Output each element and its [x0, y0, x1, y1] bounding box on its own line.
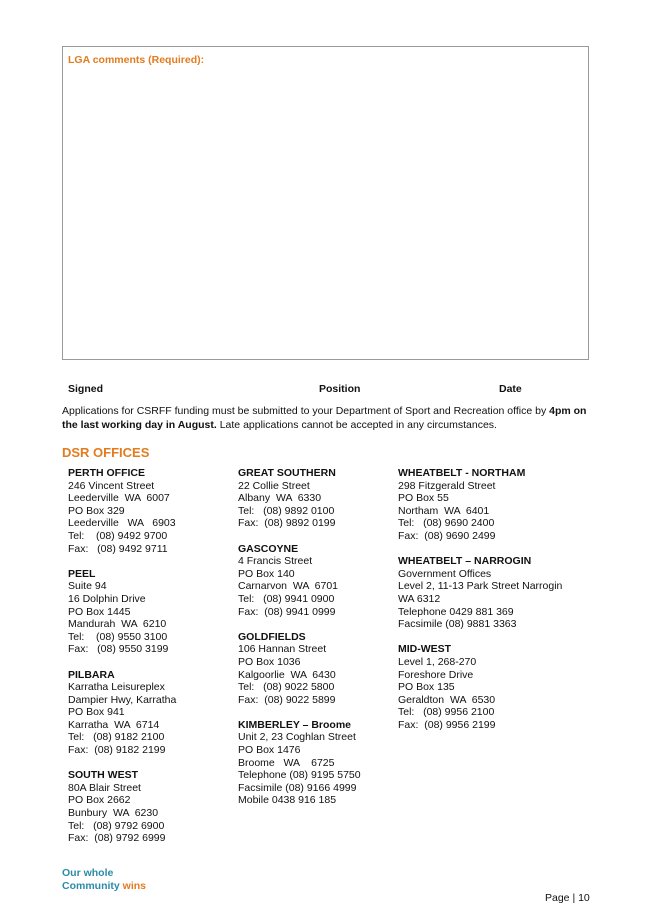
- office-detail-line: PO Box 1036: [238, 655, 301, 668]
- office-block: [238, 719, 361, 807]
- office-name: KIMBERLEY – Broome: [238, 718, 351, 731]
- office-name: GREAT SOUTHERN: [238, 467, 336, 479]
- offices-column-3: [398, 467, 562, 744]
- lga-comments-box[interactable]: [62, 46, 589, 360]
- office-detail-line: 4 Francis Street: [238, 555, 313, 568]
- office-block: [68, 568, 176, 656]
- office-detail-line: Bunbury WA 6230: [68, 807, 159, 820]
- office-detail-line: Foreshore Drive: [398, 668, 474, 681]
- office-name: PERTH OFFICE: [68, 467, 146, 479]
- office-detail-line: Suite 94: [68, 580, 107, 593]
- logo-line-2b: wins: [119, 880, 147, 892]
- office-detail-line: 246 Vincent Street: [68, 479, 155, 492]
- office-detail-line: PO Box 140: [238, 567, 295, 580]
- position-label: Position: [319, 383, 361, 395]
- office-detail-line: Albany WA 6330: [238, 492, 322, 505]
- office-detail-line: Kalgoorlie WA 6430: [238, 668, 336, 681]
- office-detail-line: PO Box 1476: [238, 744, 301, 757]
- office-name: WHEATBELT – NARROGIN: [398, 555, 532, 568]
- office-detail-line: Fax: (08) 9550 3199: [68, 643, 169, 656]
- office-detail-line: Government Offices: [398, 567, 492, 580]
- office-detail-line: Facsimile (08) 9881 3363: [398, 618, 517, 631]
- offices-column-1: [68, 467, 176, 857]
- office-detail-line: Broome WA 6725: [238, 756, 335, 769]
- office-detail-line: Tel: (08) 9022 5800: [238, 681, 335, 694]
- office-block: [238, 467, 361, 530]
- dsr-offices-heading: DSR OFFICES: [62, 445, 150, 460]
- office-block: [398, 467, 562, 543]
- notice-deadline: 4pm on the last working day in August.: [62, 405, 587, 431]
- office-detail-line: PO Box 941: [68, 706, 125, 719]
- office-detail-line: Mandurah WA 6210: [68, 618, 167, 631]
- office-detail-line: Fax: (08) 9690 2499: [398, 529, 496, 542]
- office-block: [238, 543, 361, 619]
- submission-notice: [62, 405, 592, 432]
- office-detail-line: Telephone 0429 881 369: [398, 605, 514, 618]
- office-detail-line: 22 Collie Street: [238, 479, 310, 492]
- office-detail-line: Northam WA 6401: [398, 504, 490, 517]
- office-detail-line: Fax: (08) 9792 6999: [68, 832, 166, 845]
- office-detail-line: Karratha WA 6714: [68, 718, 160, 731]
- logo-line-2a: Community: [62, 880, 120, 892]
- office-name: PEEL: [68, 567, 96, 580]
- office-detail-line: Mobile 0438 916 185: [238, 794, 337, 807]
- office-detail-line: Leederville WA 6903: [68, 517, 176, 530]
- office-detail-line: Level 1, 268-270: [398, 655, 477, 668]
- office-detail-line: Fax: (08) 9941 0999: [238, 605, 336, 618]
- office-detail-line: Fax: (08) 9956 2199: [398, 718, 496, 731]
- office-detail-line: Tel: (08) 9941 0900: [238, 592, 335, 605]
- office-block: [398, 643, 562, 731]
- office-block: [238, 631, 361, 707]
- office-name: WHEATBELT - NORTHAM: [398, 467, 526, 479]
- office-name: SOUTH WEST: [68, 769, 138, 782]
- office-detail-line: Leederville WA 6007: [68, 492, 170, 505]
- office-detail-line: PO Box 135: [398, 681, 455, 694]
- notice-text-1: Applications for CSRFF funding must be submitted to your Department of Sport and Recreation office by: [62, 405, 550, 417]
- office-name: GOLDFIELDS: [238, 630, 306, 643]
- office-detail-line: Tel: (08) 9550 3100: [68, 630, 168, 643]
- our-whole-community-wins-logo: [62, 867, 146, 893]
- lga-comments-label: LGA comments (Required):: [68, 54, 205, 66]
- office-detail-line: Fax: (08) 9492 9711: [68, 542, 168, 555]
- signed-label: Signed: [68, 383, 104, 395]
- office-detail-line: 16 Dolphin Drive: [68, 592, 146, 605]
- office-detail-line: Carnarvon WA 6701: [238, 580, 338, 593]
- office-detail-line: Tel: (08) 9690 2400: [398, 517, 495, 530]
- office-name: MID-WEST: [398, 643, 452, 656]
- office-detail-line: Unit 2, 23 Coghlan Street: [238, 731, 356, 744]
- office-name: GASCOYNE: [238, 542, 299, 555]
- office-detail-line: Level 2, 11-13 Park Street Narrogin: [398, 580, 563, 593]
- office-block: [68, 669, 176, 757]
- office-detail-line: PO Box 55: [398, 492, 449, 505]
- office-detail-line: Fax: (08) 9892 0199: [238, 517, 336, 530]
- office-detail-line: 80A Blair Street: [68, 781, 141, 794]
- office-block: [68, 769, 176, 845]
- office-detail-line: WA 6312: [398, 592, 441, 605]
- logo-line-1: Our whole: [62, 867, 114, 879]
- office-detail-line: Fax: (08) 9182 2199: [68, 744, 166, 757]
- notice-text-2: Late applications cannot be accepted in any circumstances.: [216, 418, 497, 431]
- office-detail-line: Tel: (08) 9956 2100: [398, 706, 495, 719]
- office-detail-line: Tel: (08) 9892 0100: [238, 504, 335, 517]
- office-detail-line: PO Box 329: [68, 504, 125, 517]
- office-detail-line: Karratha Leisureplex: [68, 681, 165, 694]
- office-detail-line: Tel: (08) 9182 2100: [68, 731, 165, 744]
- office-detail-line: Fax: (08) 9022 5899: [238, 693, 336, 706]
- office-detail-line: PO Box 1445: [68, 605, 131, 618]
- office-detail-line: Geraldton WA 6530: [398, 693, 496, 706]
- page-number: Page | 10: [545, 892, 590, 904]
- office-detail-line: Facsimile (08) 9166 4999: [238, 781, 357, 794]
- office-detail-line: PO Box 2662: [68, 794, 131, 807]
- office-block: [68, 467, 176, 555]
- office-detail-line: Dampier Hwy, Karratha: [68, 693, 177, 706]
- office-detail-line: 106 Hannan Street: [238, 643, 327, 656]
- office-detail-line: 298 Fitzgerald Street: [398, 479, 496, 492]
- office-block: [398, 555, 562, 631]
- office-detail-line: Tel: (08) 9492 9700: [68, 529, 168, 542]
- office-name: PILBARA: [68, 668, 115, 681]
- office-detail-line: Telephone (08) 9195 5750: [238, 769, 361, 782]
- date-label: Date: [499, 383, 522, 395]
- office-detail-line: Tel: (08) 9792 6900: [68, 819, 165, 832]
- offices-column-2: [238, 467, 361, 820]
